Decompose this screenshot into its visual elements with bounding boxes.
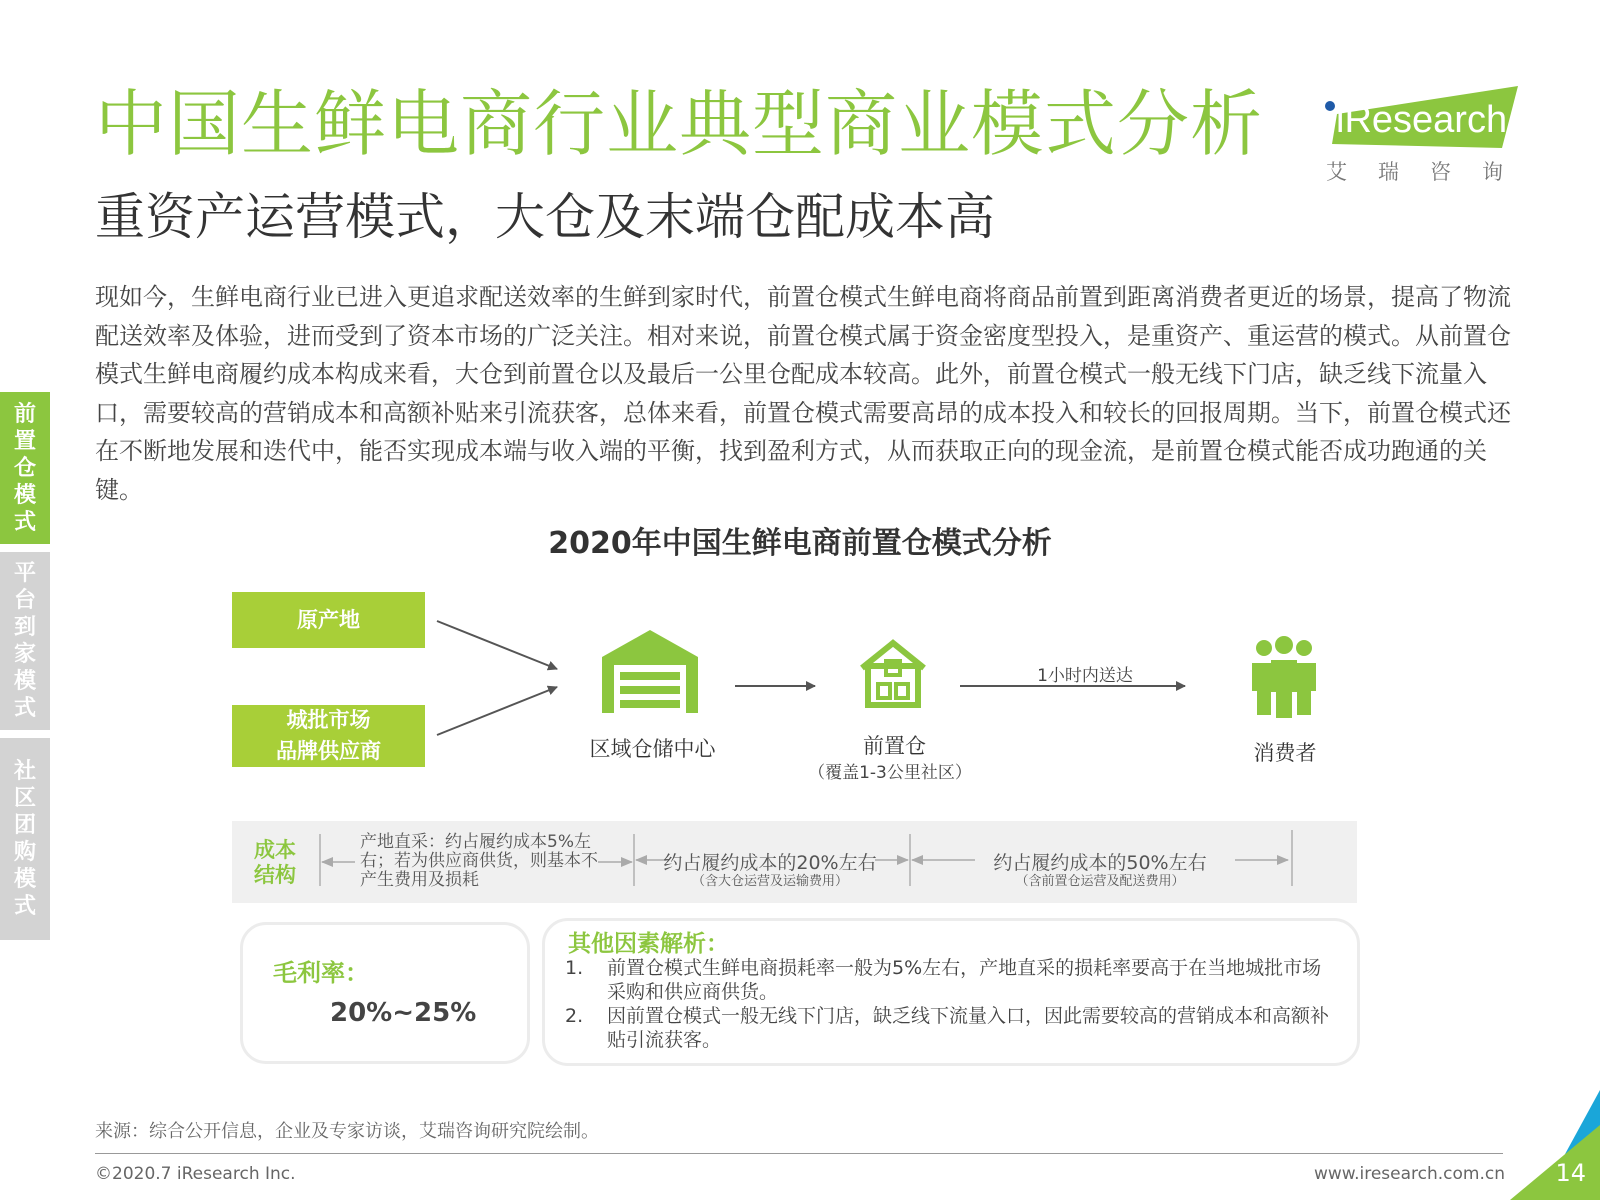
cost-segment-origin: 产地直采：约占履约成本5%左右；若为供应商供货，则基本不产生费用及损耗 (360, 832, 598, 890)
list-item (565, 1004, 1335, 1052)
cost-segment-last-mile-note: （含前置仓运营及配送费用） (1015, 874, 1185, 889)
gross-margin-label: 毛利率： (273, 959, 369, 987)
diagram-title: 2020年中国生鲜电商前置仓模式分析 (548, 526, 1052, 561)
logo-chinese-name: 艾瑞咨询 (1326, 160, 1534, 184)
footer-divider (95, 1153, 1503, 1154)
regional-warehouse-label: 区域仓储中心 (589, 737, 716, 761)
side-tab-char: 仓 (13, 455, 36, 481)
list-item-text: 因前置仓模式一般无线下门店，缺乏线下流量入口，因此需要较高的营销成本和高额补贴引流获客。 (607, 1005, 1330, 1051)
side-tab-char: 前 (13, 401, 36, 427)
side-tab-char: 式 (13, 894, 36, 919)
copyright: ©2020.7 iResearch Inc. (95, 1164, 296, 1184)
list-item (565, 956, 1335, 1004)
cost-segment-last-mile: 约占履约成本的50%左右 (993, 852, 1207, 874)
side-tab-char: 模 (13, 867, 36, 892)
side-tab-char: 团 (13, 813, 36, 838)
front-warehouse-coverage: （覆盖1-3公里社区） (808, 763, 972, 783)
side-tab-char: 置 (13, 428, 36, 454)
side-tab-char: 式 (13, 509, 36, 535)
side-tab-char: 平 (13, 561, 36, 586)
page-title: 中国生鲜电商行业典型商业模式分析 (95, 82, 1264, 166)
side-tab-char: 模 (13, 669, 36, 694)
side-tab-char: 模 (13, 482, 36, 508)
delivery-time-label: 1小时内送达 (1037, 666, 1133, 686)
front-warehouse-label: 前置仓 (863, 734, 926, 758)
list-item-text: 前置仓模式生鲜电商损耗率一般为5%左右，产地直采的损耗率要高于在当地城批市场采购和供应商供货。 (607, 957, 1322, 1003)
source-origin-label: 原产地 (297, 607, 360, 632)
svg-text:iResearch: iResearch (1336, 99, 1508, 141)
side-tab-char: 区 (13, 786, 36, 811)
source-note: 来源：综合公开信息，企业及专家访谈，艾瑞咨询研究院绘制。 (95, 1121, 599, 1142)
cost-segment-trunk: 约占履约成本的20%左右 (663, 852, 877, 874)
page-number: 14 (1555, 1159, 1586, 1187)
cost-structure-label: 成本 结构 (254, 838, 296, 887)
side-tab-char: 购 (13, 840, 36, 865)
side-tab-char: 家 (13, 642, 36, 667)
website-link[interactable]: www.iresearch.com.cn (1313, 1164, 1505, 1184)
side-tab-char: 台 (13, 588, 36, 613)
other-factors-list (565, 956, 1335, 1052)
other-factors-title: 其他因素解析： (568, 931, 729, 957)
side-tab-char: 式 (13, 696, 36, 721)
list-item-number: 2. (565, 1005, 584, 1027)
page-subtitle: 重资产运营模式，大仓及末端仓配成本高 (95, 188, 995, 246)
consumer-label: 消费者 (1253, 741, 1317, 765)
gross-margin-card (240, 922, 530, 1064)
cost-segment-trunk-note: （含大仓运营及运输费用） (691, 874, 848, 889)
side-tab-char: 到 (13, 615, 36, 640)
side-tab-char: 社 (13, 759, 36, 784)
source-market-label: 城批市场 品牌供应商 (276, 708, 381, 763)
list-item-number: 1. (565, 957, 584, 979)
gross-margin-value: 20%~25% (330, 998, 477, 1028)
intro-paragraph: 现如今，生鲜电商行业已进入更追求配送效率的生鲜到家时代，前置仓模式生鲜电商将商品前置到距离消费者更近的场景，提高了物流配送效率及体验，进而受到了资本市场的广泛关注。相对来说，前置仓模式属于资金密度型投入，是重资产、重运营的模式。从前置仓模式生鲜电商履约成本构成来看，大仓到前置仓以及最后一公里仓配成本较高。此外，前置仓模式一般无线下门店，缺乏线下流量入口，需要较高的营销成本和高额补贴来引流获客，总体来看，前置仓模式需要高昂的成本投入和较长的回报周期。当下，前置仓模式还在不断地发展和迭代中，能否实现成本端与收入端的平衡，找到盈利方式，从而获取正向的现金流，是前置仓模式能否成功跑通的关键。 (95, 283, 1511, 504)
